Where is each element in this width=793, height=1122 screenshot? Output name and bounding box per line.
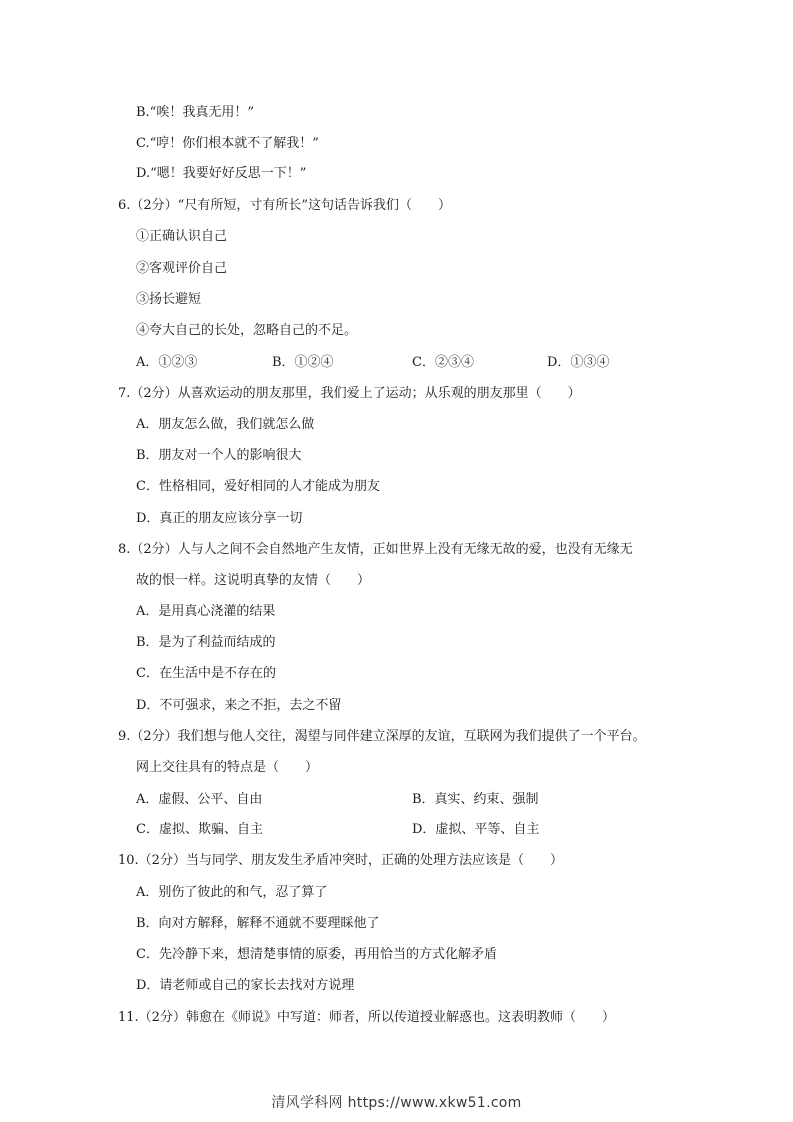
q6-item-1: ①正确认识自己 [136, 229, 228, 244]
q10-stem: 10.（2分）当与同学、朋友发生矛盾冲突时，正确的处理方法应该是（ ） [118, 853, 563, 868]
q7-option-d: D．真正的朋友应该分享一切 [136, 511, 303, 526]
q8-stem-line-2: 故的恨一样。这说明真挚的友情（ ） [136, 573, 371, 588]
q6-option-c: C．②③④ [412, 355, 474, 370]
q8-option-b: B．是为了利益而结成的 [136, 635, 276, 650]
q7-option-a: A．朋友怎么做，我们就怎么做 [136, 417, 315, 432]
q9-option-b: B．真实、约束、强制 [412, 792, 539, 807]
q7-stem: 7.（2分）从喜欢运动的朋友那里，我们爱上了运动；从乐观的朋友那里（ ） [118, 386, 581, 401]
q9-stem-line-2: 网上交往具有的特点是（ ） [136, 760, 319, 775]
q10-option-b: B．向对方解释，解释不通就不要理睬他了 [136, 916, 380, 931]
q5-option-d: D.“嗯！我要好好反思一下！” [136, 166, 307, 181]
q8-option-d: D．不可强求，来之不拒，去之不留 [136, 698, 342, 713]
q10-option-d: D．请老师或自己的家长去找对方说理 [136, 978, 355, 993]
q10-option-c: C．先冷静下来，想清楚事情的原委，再用恰当的方式化解矛盾 [136, 947, 497, 962]
q5-option-b: B.“唉！我真无用！” [136, 105, 254, 120]
q6-option-d: D．①③④ [547, 355, 610, 370]
q6-item-3: ③扬长避短 [136, 292, 202, 307]
q6-stem: 6.（2分）“尺有所短，寸有所长”这句话告诉我们（ ） [118, 198, 451, 213]
page-footer-watermark: 清风学科网 https://www.xkw51.com [271, 1095, 522, 1111]
q8-option-c: C．在生活中是不存在的 [136, 666, 276, 681]
q9-stem-line-1: 9.（2分）我们想与他人交往，渴望与同伴建立深厚的友谊，互联网为我们提供了一个平台。 [118, 729, 646, 744]
q9-option-d: D．虚拟、平等、自主 [412, 822, 540, 837]
q8-option-a: A．是用真心浇灌的结果 [136, 604, 276, 619]
q6-option-b: B．①②④ [272, 355, 334, 370]
q11-stem: 11.（2分）韩愈在《师说》中写道：师者，所以传道授业解惑也。这表明教师（ ） [118, 1010, 615, 1025]
q7-option-c: C．性格相同，爱好相同的人才能成为朋友 [136, 479, 380, 494]
q6-item-2: ②客观评价自己 [136, 261, 228, 276]
q6-item-4: ④夸大自己的长处，忽略自己的不足。 [136, 323, 358, 338]
q9-option-c: C．虚拟、欺骗、自主 [136, 822, 263, 837]
q9-option-a: A．虚假、公平、自由 [136, 792, 263, 807]
q5-option-c: C.“哼！你们根本就不了解我！” [136, 136, 319, 151]
q6-option-a: A．①②③ [136, 355, 198, 370]
q8-stem-line-1: 8.（2分）人与人之间不会自然地产生友情，正如世界上没有无缘无故的爱，也没有无缘无 [118, 542, 633, 557]
q7-option-b: B．朋友对一个人的影响很大 [136, 448, 302, 463]
q10-option-a: A．别伤了彼此的和气，忍了算了 [136, 885, 328, 900]
